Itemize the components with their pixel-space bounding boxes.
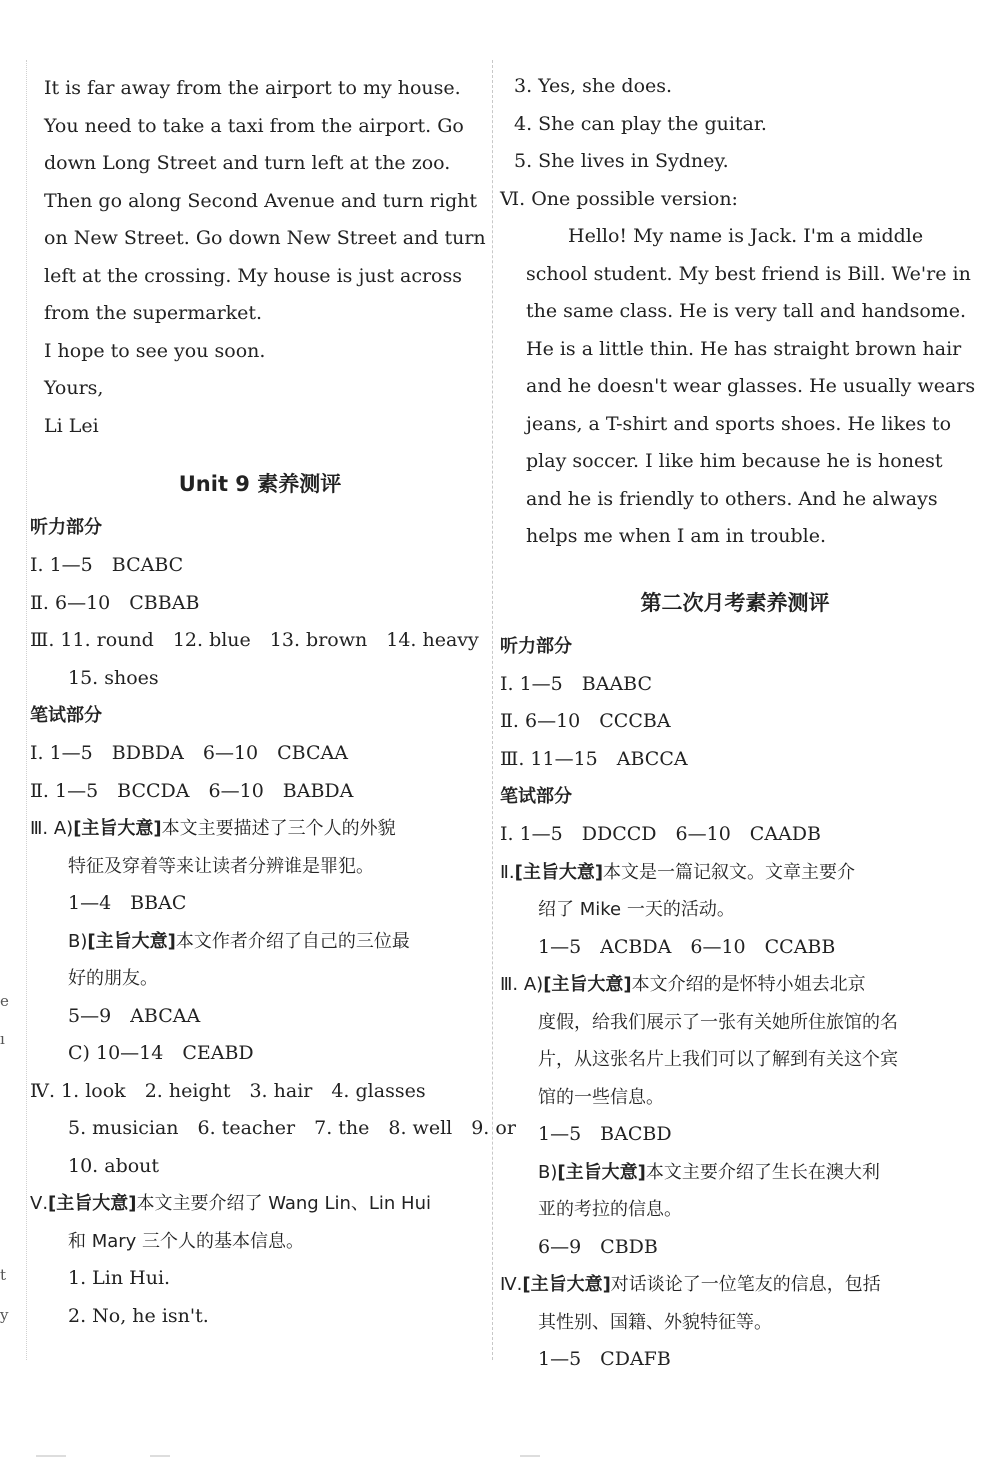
- column-divider: [492, 60, 493, 1360]
- margin-mark: y: [0, 1306, 9, 1324]
- item-prefix: Ⅱ.: [500, 861, 515, 883]
- vi-label: Ⅵ. One possible version:: [500, 187, 738, 210]
- letter-line: It is far away from the airport to my house.: [44, 77, 461, 99]
- answer-line: 1. Lin Hui.: [68, 1267, 171, 1289]
- letter-line: I hope to see you soon.: [44, 339, 266, 362]
- summary-text: 本文主要介绍了 Wang Lin、Lin Hui: [136, 1193, 431, 1214]
- summary-continuation: 馆的一些信息。: [538, 1086, 664, 1108]
- essay-line: jeans, a T-shirt and sports shoes. He likes to: [526, 412, 952, 435]
- main-idea-tag: [主旨大意]: [522, 1274, 611, 1295]
- summary-continuation: 度假，给我们展示了一张有关她所住旅馆的名: [538, 1011, 898, 1033]
- answer-line: 5. She lives in Sydney.: [514, 150, 729, 172]
- scan-artifact: [520, 1455, 540, 1457]
- written-section-label: 笔试部分: [30, 705, 102, 726]
- essay-line: Hello! My name is Jack. I'm a middle: [568, 225, 924, 247]
- essay-line: play soccer. I like him because he is honest: [526, 450, 943, 472]
- essay-line: He is a little thin. He has straight brown hair: [526, 337, 962, 360]
- answer-line: 6—9 CBDB: [538, 1235, 658, 1258]
- essay-line: helps me when I am in trouble.: [526, 525, 827, 547]
- summary-text: 本文介绍的是怀特小姐去北京: [631, 974, 866, 995]
- summary-continuation: 和 Mary 三个人的基本信息。: [68, 1230, 305, 1252]
- summary-continuation: 其性别、国籍、外貌特征等。: [538, 1311, 772, 1333]
- section-ii: [500, 854, 970, 892]
- right-column: [500, 68, 976, 1379]
- letter-line: You need to take a taxi from the airport. Go: [44, 114, 464, 137]
- item-prefix: Ⅳ.: [500, 1274, 523, 1295]
- answer-line: Ⅰ. 1—5 DDCCD 6—10 CAADB: [500, 823, 821, 845]
- written-section-label: 笔试部分: [500, 786, 572, 807]
- main-idea-tag: [主旨大意]: [557, 1161, 646, 1183]
- essay-line: school student. My best friend is Bill. We're in: [526, 262, 971, 285]
- item-prefix: Ⅴ.: [30, 1193, 49, 1214]
- answer-line: Ⅰ. 1—5 BAABC: [500, 672, 653, 695]
- answer-line: Ⅰ. 1—5 BCABC: [30, 554, 184, 576]
- summary-continuation: 绍了 Mike 一天的活动。: [538, 899, 735, 920]
- answer-line: 4. She can play the guitar.: [514, 112, 767, 135]
- answer-line: Ⅰ. 1—5 BDBDA 6—10 CBCAA: [30, 742, 348, 764]
- left-column: [30, 70, 516, 1335]
- letter-signature: Li Lei: [44, 414, 99, 437]
- answer-line: 2. No, he isn't.: [68, 1304, 209, 1327]
- answer-line: 10. about: [68, 1154, 160, 1177]
- answer-line: 3. Yes, she does.: [514, 75, 673, 97]
- essay-line: the same class. He is very tall and handsome.: [526, 300, 967, 322]
- summary-continuation: 好的朋友。: [68, 968, 158, 989]
- answer-line: 1—5 ACBDA 6—10 CCABB: [538, 935, 836, 958]
- item-prefix: B): [538, 1161, 558, 1183]
- answer-line: 1—4 BBAC: [68, 892, 187, 914]
- answer-line: 1—5 CDAFB: [538, 1348, 671, 1370]
- main-idea-tag: [主旨大意]: [543, 974, 632, 995]
- answer-line: 15. shoes: [68, 666, 159, 689]
- margin-mark: ı: [0, 1030, 5, 1048]
- summary-continuation: 片，从这张名片上我们可以了解到有关这个宾: [538, 1049, 898, 1070]
- essay-line: and he is friendly to others. And he always: [526, 487, 938, 510]
- summary-text: 对话谈论了一位笔友的信息，包括: [610, 1274, 881, 1295]
- answer-line: 5—9 ABCAA: [68, 1004, 201, 1027]
- answer-line: C) 10—14 CEABD: [68, 1042, 254, 1064]
- section-iv: [500, 1266, 970, 1304]
- answer-line: Ⅱ. 1—5 BCCDA 6—10 BABDA: [30, 779, 354, 802]
- section-iii-a: [500, 966, 970, 1004]
- answer-line: Ⅲ. 11. round 12. blue 13. brown 14. heavy: [30, 629, 479, 651]
- main-idea-tag: [主旨大意]: [48, 1193, 137, 1214]
- listening-section-label: 听力部分: [500, 635, 572, 657]
- scan-artifact: [150, 1455, 170, 1457]
- letter-line: left at the crossing. My house is just across: [44, 264, 462, 287]
- summary-text: 本文是一篇记叙文。文章主要介: [603, 861, 856, 883]
- model-essay: [500, 218, 976, 556]
- monthly-test-title: 第二次月考素养测评: [640, 590, 830, 615]
- summary-continuation: 亚的考拉的信息。: [538, 1199, 682, 1220]
- section-iii-b: [500, 1154, 970, 1192]
- answer-line: 1—5 BACBD: [538, 1123, 672, 1145]
- answer-line: Ⅱ. 6—10 CBBAB: [30, 591, 200, 614]
- summary-continuation: 特征及穿着等来让读者分辨谁是罪犯。: [68, 855, 374, 877]
- letter-line: from the supermarket.: [44, 302, 263, 324]
- scan-artifact: [36, 1455, 66, 1457]
- main-idea-tag: [主旨大意]: [514, 861, 604, 883]
- summary-text: 本文主要介绍了生长在澳大利: [645, 1161, 880, 1183]
- unit-9-title: Unit 9 素养测评: [178, 472, 342, 496]
- answer-line: Ⅳ. 1. look 2. height 3. hair 4. glasses: [30, 1079, 426, 1102]
- letter-closing: Yours,: [44, 377, 104, 399]
- letter-line: Then go along Second Avenue and turn right: [44, 189, 478, 212]
- summary-text: 本文主要描述了三个人的外貌: [161, 818, 396, 839]
- section-iii-a: [30, 810, 490, 848]
- main-idea-tag: [主旨大意]: [73, 818, 162, 839]
- letter-line: on New Street. Go down New Street and turn: [44, 227, 486, 249]
- margin-mark: t: [0, 1266, 7, 1284]
- item-prefix: Ⅲ. A): [30, 818, 74, 839]
- left-margin-rule: [26, 60, 27, 1360]
- margin-mark: e: [0, 992, 9, 1010]
- summary-text: 本文作者介绍了自己的三位最: [175, 930, 410, 952]
- listening-section-label: 听力部分: [30, 517, 102, 538]
- essay-line: and he doesn't wear glasses. He usually wears: [526, 375, 976, 397]
- letter-text: [30, 70, 490, 445]
- answer-line: Ⅲ. 11—15 ABCCA: [500, 747, 688, 770]
- section-v: [30, 1185, 490, 1223]
- main-idea-tag: [主旨大意]: [87, 930, 176, 952]
- item-prefix: B): [68, 930, 88, 952]
- section-iii-b: [30, 923, 490, 961]
- letter-line: down Long Street and turn left at the zoo.: [44, 152, 451, 174]
- item-prefix: Ⅲ. A): [500, 974, 544, 995]
- answer-line: Ⅱ. 6—10 CCCBA: [500, 710, 671, 732]
- answer-line: 5. musician 6. teacher 7. the 8. well 9. or: [68, 1117, 516, 1139]
